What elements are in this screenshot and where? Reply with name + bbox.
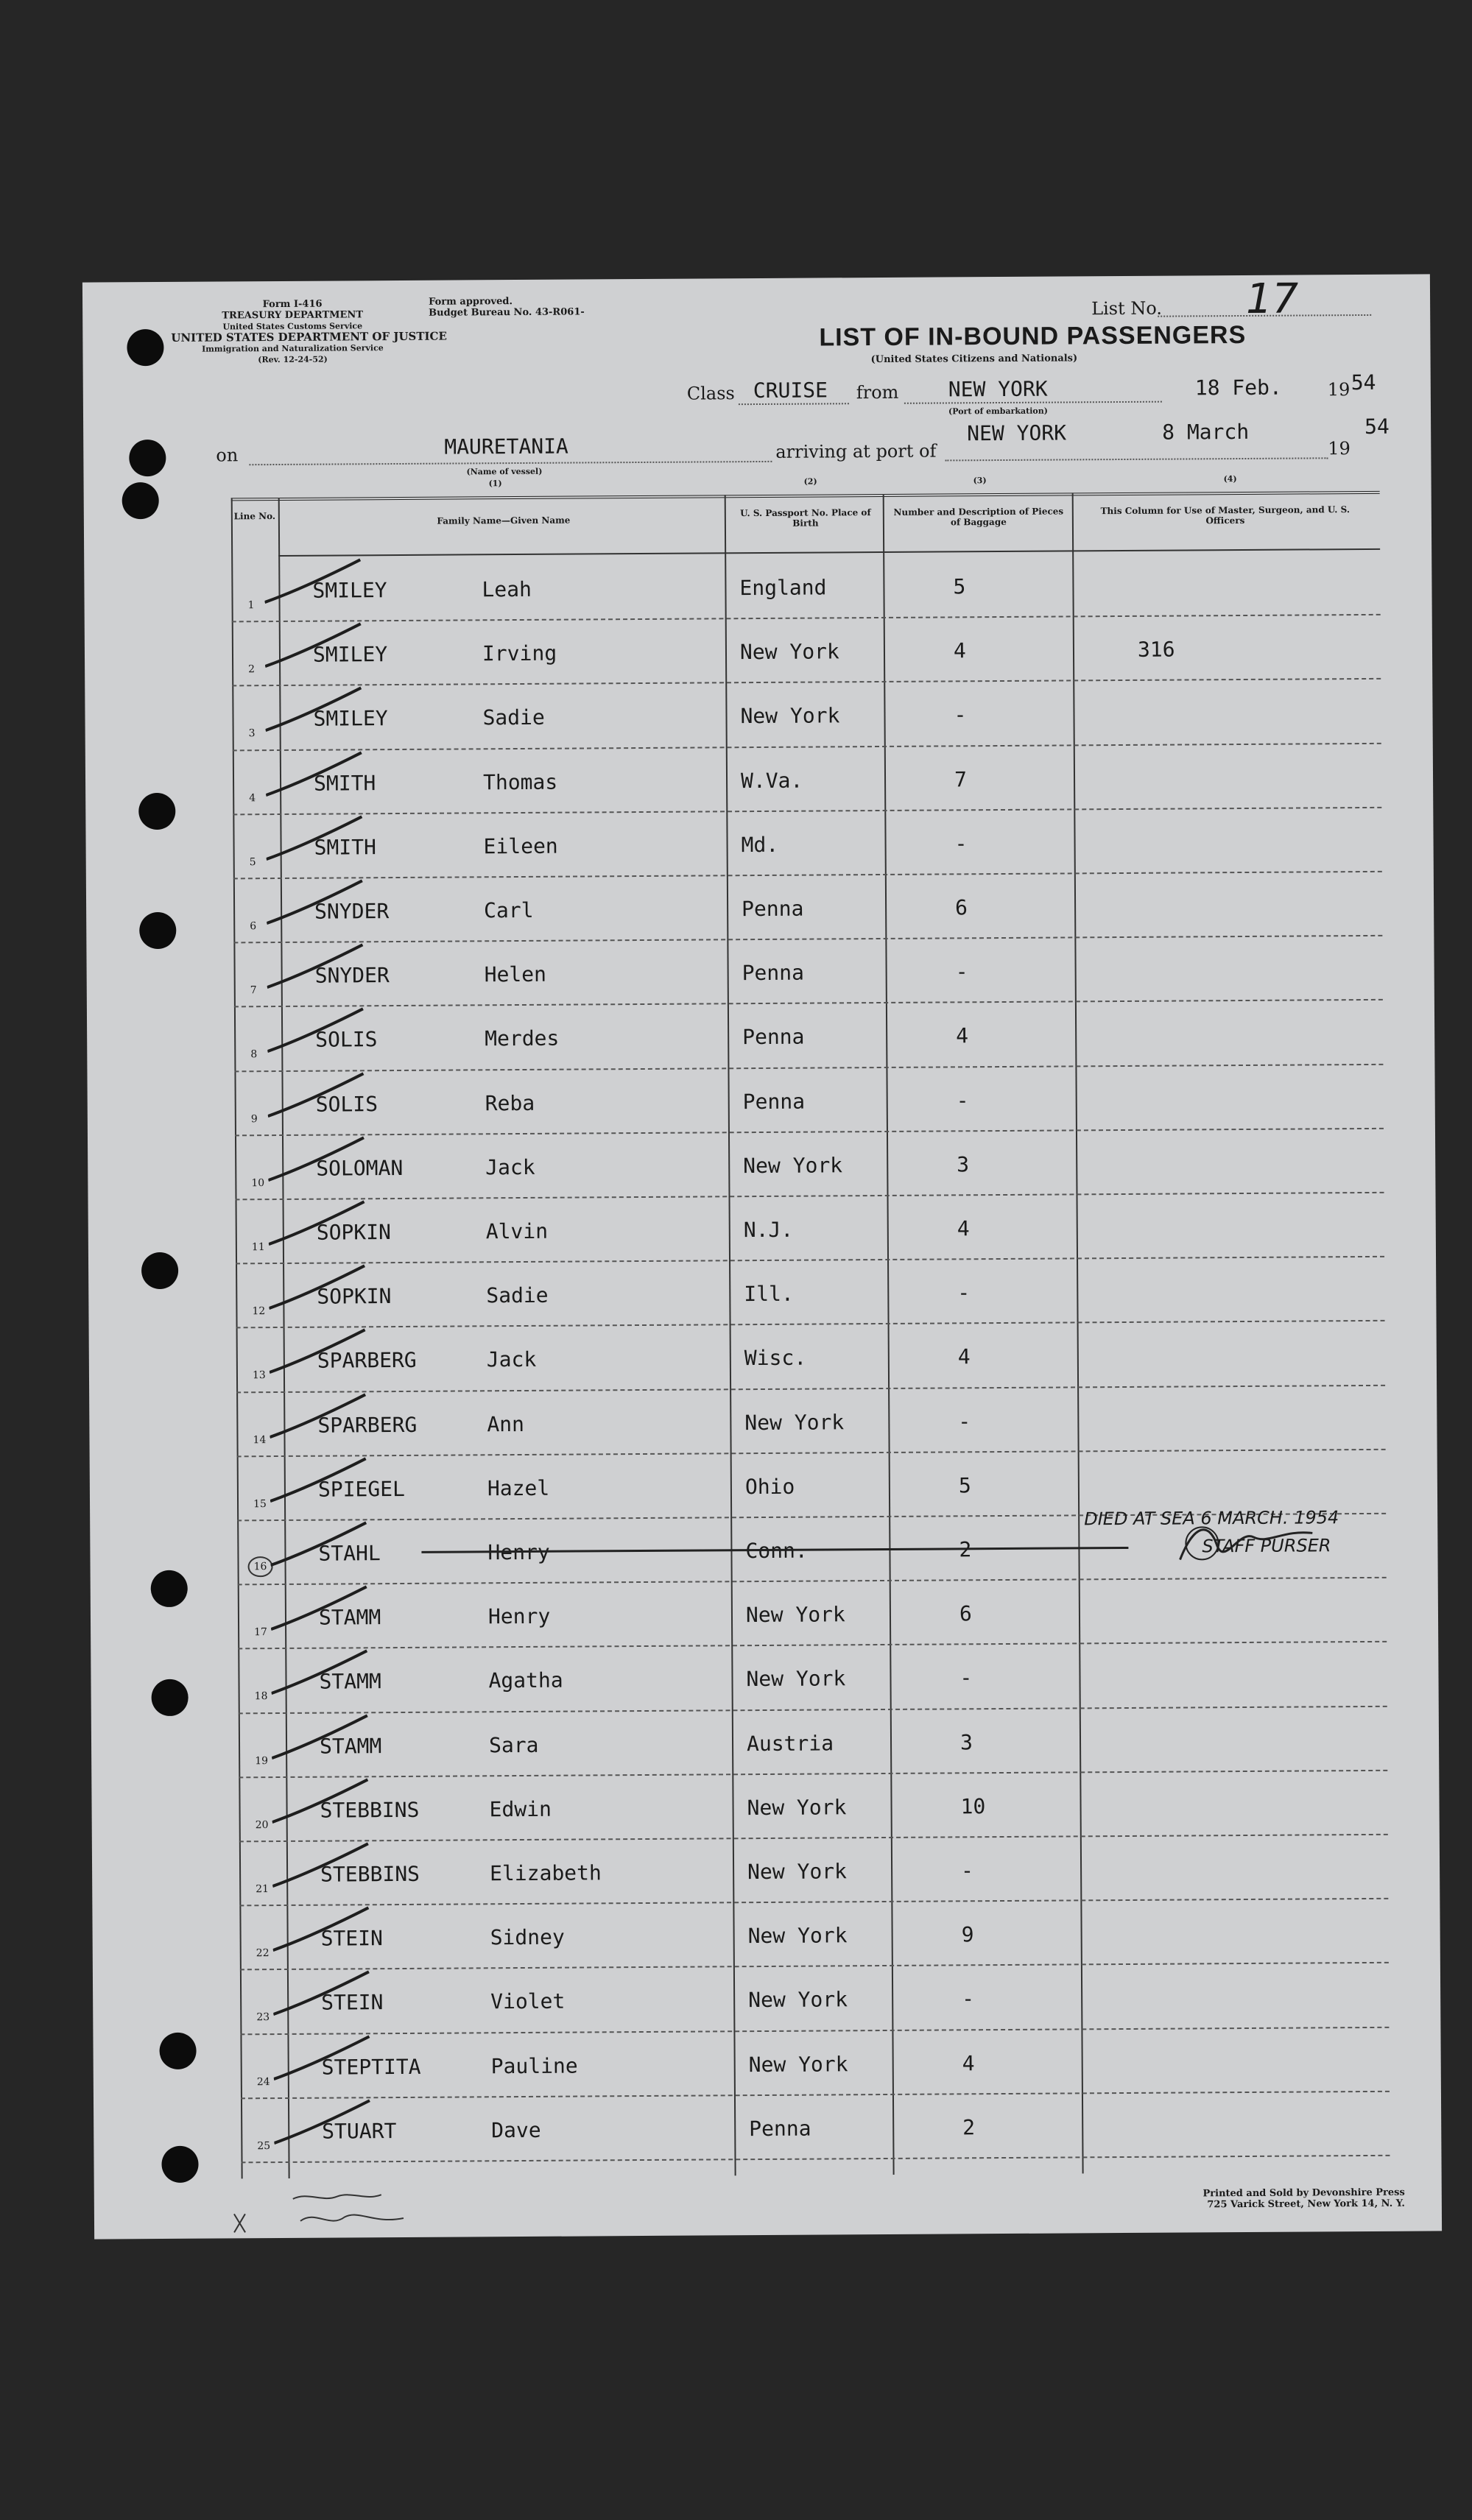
baggage-count: 9: [961, 1922, 974, 1947]
given-name: Pauline: [490, 2053, 578, 2078]
punch-hole: [141, 1252, 178, 1289]
class-label: Class: [686, 383, 735, 404]
form-title: LIST OF IN-BOUND PASSENGERS: [819, 320, 1247, 352]
form-approved: Form approved.: [429, 296, 513, 308]
table-row: [235, 1128, 1384, 1201]
given-name: Hazel: [487, 1475, 550, 1501]
line-number: 3: [248, 727, 256, 740]
given-name: Sara: [488, 1732, 539, 1757]
line-number: 1: [247, 599, 255, 612]
baggage-count: 4: [957, 1344, 971, 1369]
punch-hole: [139, 912, 176, 949]
birthplace: Ohio: [744, 1474, 795, 1499]
punch-hole: [122, 482, 159, 519]
birthplace: Austria: [746, 1731, 834, 1756]
birthplace: Penna: [742, 1025, 805, 1050]
from-line: [904, 401, 1162, 404]
table-row: [236, 1256, 1385, 1329]
family-name: SOLIS: [315, 1027, 378, 1053]
table-row: [238, 1641, 1387, 1714]
check-mark: [268, 1134, 415, 1186]
treasury-department: TREASURY DEPARTMENT: [222, 309, 364, 322]
baggage-count: -: [960, 1858, 974, 1883]
officer-note: 316: [1137, 637, 1175, 663]
family-name: STEIN: [320, 1926, 384, 1951]
table-row: [233, 742, 1382, 815]
given-name: Edwin: [489, 1796, 552, 1822]
death-annotation: DIED AT SEA 6 MARCH. 1954: [1084, 1507, 1339, 1530]
given-name: Leah: [482, 576, 532, 602]
line-number: 4: [249, 791, 256, 804]
departure-year-prefix: 19: [1327, 379, 1350, 400]
printer-name: Printed and Sold by Devonshire Press: [1202, 2187, 1405, 2200]
family-name: SNYDER: [314, 899, 390, 924]
line-number: 24: [256, 2075, 270, 2088]
family-name: SMITH: [314, 834, 376, 860]
check-mark: [270, 1455, 418, 1507]
line-number: 16: [247, 1556, 272, 1577]
punch-hole: [161, 2146, 198, 2183]
baggage-count: 3: [957, 1152, 970, 1177]
punch-hole: [151, 1570, 188, 1607]
baggage-count: 5: [958, 1473, 971, 1498]
baggage-count: 7: [954, 766, 968, 791]
approval-block: [429, 295, 585, 318]
table-row: [238, 1577, 1387, 1650]
table-top-rule: [231, 491, 1380, 501]
baggage-count: 3: [959, 1729, 973, 1754]
family-name: STAMM: [319, 1733, 382, 1759]
given-name: Jack: [485, 1154, 535, 1180]
check-mark: [273, 1968, 420, 2020]
header-name: Family Name—Given Name: [437, 515, 571, 526]
family-name: SMITH: [313, 770, 376, 796]
header-passport: U. S. Passport No. Place of Birth: [740, 507, 871, 529]
given-name: Violet: [490, 1989, 566, 2014]
check-mark: [272, 1904, 420, 1956]
table-row: [240, 2026, 1390, 2099]
birthplace: New York: [747, 1923, 848, 1949]
table-row: [234, 999, 1384, 1072]
departure-year: 54: [1350, 370, 1376, 395]
manifest-sheet: [82, 274, 1442, 2239]
on-label: on: [216, 445, 239, 466]
col-num-3: (3): [973, 476, 987, 486]
baggage-count: 4: [962, 2050, 975, 2075]
baggage-count: -: [962, 1986, 975, 2011]
check-mark: [270, 1519, 418, 1571]
family-name: SOLOMAN: [316, 1155, 404, 1181]
baggage-count: -: [956, 1087, 969, 1112]
form-subtitle: (United States Citizens and Nationals): [870, 353, 1078, 366]
punch-hole: [151, 1679, 188, 1716]
list-no-value: 17: [1245, 275, 1299, 323]
birthplace: New York: [740, 703, 840, 729]
line-number: 22: [256, 1947, 270, 1960]
table-row: [232, 678, 1381, 751]
check-mark: [269, 1262, 416, 1314]
check-mark: [272, 1840, 420, 1892]
passenger-table: [231, 491, 1390, 2178]
family-name: STAMM: [318, 1605, 381, 1630]
line-number: 15: [253, 1497, 267, 1511]
birthplace: N.J.: [743, 1217, 794, 1243]
baggage-count: 2: [959, 1537, 972, 1562]
arrival-line: [945, 457, 1328, 461]
family-name: STAMM: [319, 1669, 381, 1695]
from-label: from: [856, 381, 899, 403]
check-mark: [267, 941, 414, 993]
check-mark: [267, 877, 414, 929]
line-number: 10: [251, 1176, 265, 1190]
printer-credit: [1162, 2187, 1405, 2211]
given-name: Sidney: [490, 1924, 565, 1950]
family-name: SPIEGEL: [317, 1476, 406, 1502]
header-officers: This Column for Use of Master, Surgeon, and U. S. Officers: [1100, 504, 1350, 526]
check-mark: [266, 813, 413, 865]
baggage-count: 6: [955, 895, 968, 920]
birthplace: New York: [745, 1602, 845, 1628]
punch-hole: [127, 329, 163, 366]
check-mark: [270, 1390, 417, 1442]
baggage-count: 4: [957, 1216, 970, 1241]
given-name: Elizabeth: [490, 1860, 602, 1886]
family-name: STUART: [322, 2118, 397, 2144]
vessel-line: [249, 461, 772, 465]
given-name: Helen: [484, 961, 547, 987]
check-mark: [266, 748, 413, 800]
birthplace: England: [739, 575, 827, 601]
budget-bureau: Budget Bureau No. 43-R061-: [429, 306, 585, 319]
family-name: STEPTITA: [321, 2054, 421, 2080]
baggage-count: -: [954, 702, 967, 727]
class-line: [739, 403, 849, 405]
baggage-count: -: [958, 1408, 971, 1433]
family-name: SOPKIN: [316, 1220, 392, 1245]
given-name: Reba: [485, 1090, 535, 1115]
given-name: Dave: [491, 2117, 541, 2143]
family-name: STAHL: [318, 1541, 381, 1566]
table-row: [239, 1705, 1388, 1778]
baggage-count: -: [954, 831, 968, 856]
baggage-count: 4: [953, 638, 966, 663]
table-row: [233, 807, 1382, 880]
baggage-count: 5: [953, 574, 966, 599]
table-row: [234, 1063, 1384, 1136]
line-number: 17: [254, 1626, 267, 1639]
line-number: 18: [254, 1690, 268, 1703]
birthplace: Penna: [742, 960, 805, 986]
birthplace: Ill.: [744, 1281, 794, 1307]
table-row: [236, 1384, 1386, 1457]
baggage-count: 10: [960, 1793, 986, 1819]
table-row: [239, 1770, 1388, 1843]
baggage-count: 2: [962, 2115, 976, 2140]
family-name: SMILEY: [312, 642, 388, 667]
punch-hole: [138, 793, 175, 830]
from-value: NEW YORK: [948, 376, 1048, 402]
arrival-year-prefix: 19: [1328, 438, 1350, 459]
table-row: [232, 614, 1381, 687]
check-mark: [265, 620, 412, 672]
line-number: 13: [252, 1369, 266, 1382]
family-name: SOLIS: [315, 1091, 378, 1117]
header-baggage: Number and Description of Pieces of Baggage: [893, 506, 1064, 528]
birthplace: Conn.: [745, 1538, 808, 1564]
check-mark: [272, 1711, 419, 1763]
line-number: 25: [257, 2139, 271, 2153]
line-number: 7: [250, 984, 257, 997]
revision-date: (Rev. 12-24-52): [258, 354, 328, 365]
family-name: SNYDER: [314, 963, 390, 988]
purser-signature: [1172, 1514, 1320, 1574]
port-embarkation-note: (Port of embarkation): [948, 406, 1048, 417]
check-mark: [265, 684, 412, 736]
baggage-count: -: [955, 959, 968, 984]
birthplace: Md.: [741, 832, 779, 857]
birthplace: Wisc.: [744, 1346, 807, 1371]
birthplace: New York: [739, 639, 839, 665]
table-row: [233, 935, 1383, 1008]
given-name: Henry: [487, 1539, 550, 1565]
line-number: 11: [251, 1241, 265, 1254]
birthplace: Penna: [742, 1089, 806, 1114]
punch-hole: [129, 440, 166, 476]
line-number: 8: [250, 1048, 258, 1061]
line-number: 12: [252, 1305, 266, 1318]
col-num-4: (4): [1223, 474, 1237, 484]
family-name: STEBBINS: [320, 1797, 420, 1823]
birthplace: New York: [746, 1666, 846, 1692]
arrival-date: 8 March: [1162, 419, 1250, 445]
birthplace: New York: [744, 1409, 845, 1435]
table-row: [236, 1192, 1385, 1265]
baggage-count: -: [957, 1280, 971, 1305]
given-name: Thomas: [482, 769, 558, 794]
check-mark: [270, 1326, 417, 1378]
customs-service: United States Customs Service: [222, 321, 363, 332]
line-number: 14: [253, 1433, 267, 1446]
list-no-label: List No.: [1091, 297, 1163, 320]
birthplace: New York: [747, 1795, 847, 1820]
arrival-port: NEW YORK: [967, 420, 1067, 446]
check-mark: [272, 1776, 419, 1828]
col-num-1: (1): [488, 479, 502, 489]
check-mark: [271, 1647, 418, 1699]
purser-note: STAFF PURSER: [1202, 1535, 1331, 1557]
form-header-block: [171, 298, 447, 366]
ins-service: Immigration and Naturalization Service: [202, 343, 384, 354]
given-name: Alvin: [485, 1218, 549, 1244]
check-mark: [267, 1069, 415, 1121]
line-number: 21: [256, 1883, 270, 1896]
arrival-year: 54: [1364, 414, 1390, 439]
line-number: 5: [249, 855, 256, 869]
given-name: Jack: [486, 1347, 537, 1372]
birthplace: New York: [748, 1987, 848, 2013]
family-name: SPARBERG: [317, 1348, 417, 1374]
given-name: Ann: [487, 1411, 525, 1436]
family-name: SOPKIN: [317, 1284, 392, 1309]
check-mark: [273, 2032, 420, 2084]
baggage-count: 4: [956, 1023, 969, 1048]
departure-date: 18 Feb.: [1194, 375, 1282, 400]
line-number: 20: [255, 1818, 269, 1832]
given-name: Henry: [487, 1603, 551, 1629]
arriving-label: arriving at port of: [775, 440, 937, 462]
line-number: 6: [250, 920, 257, 933]
given-name: Merdes: [485, 1026, 560, 1051]
form-number: Form I-416: [262, 298, 323, 311]
vessel-note: (Name of vessel): [466, 466, 543, 477]
birthplace: New York: [748, 2051, 848, 2077]
check-mark: [267, 1005, 415, 1057]
given-name: Sadie: [482, 705, 545, 730]
table-row: [231, 550, 1381, 623]
line-number: 23: [256, 2011, 270, 2024]
birthplace: Penna: [742, 896, 804, 922]
family-name: SMILEY: [313, 706, 388, 732]
table-row: [241, 2091, 1390, 2164]
table-row: [240, 1962, 1390, 2035]
family-name: SPARBERG: [317, 1412, 418, 1438]
printer-address: 725 Varick Street, New York 14, N. Y.: [1207, 2198, 1405, 2211]
family-name: STEBBINS: [320, 1861, 420, 1887]
given-name: Sadie: [486, 1282, 549, 1308]
check-mark: [271, 1583, 418, 1635]
inspector-signature: [227, 2187, 418, 2240]
birthplace: New York: [743, 1153, 843, 1178]
given-name: Carl: [484, 897, 534, 923]
class-value: CRUISE: [753, 378, 828, 403]
table-row: [236, 1320, 1386, 1393]
birthplace: New York: [747, 1859, 848, 1885]
check-mark: [264, 556, 412, 608]
line-number: 2: [248, 663, 256, 676]
line-number: 9: [250, 1112, 258, 1125]
table-row: [239, 1898, 1389, 1971]
col-num-2: (2): [803, 476, 817, 487]
check-mark: [269, 1198, 416, 1250]
given-name: Eileen: [483, 833, 558, 859]
header-line-no: Line No.: [233, 511, 276, 522]
given-name: Irving: [482, 640, 557, 666]
table-row: [239, 1834, 1389, 1907]
given-name: Agatha: [488, 1668, 563, 1693]
table-row: [233, 871, 1383, 944]
check-mark: [274, 2097, 421, 2149]
justice-department: UNITED STATES DEPARTMENT OF JUSTICE: [171, 329, 447, 345]
birthplace: Penna: [749, 2116, 811, 2141]
vessel-name: MAURETANIA: [444, 434, 568, 459]
line-number: 19: [255, 1754, 269, 1767]
punch-hole: [159, 2033, 196, 2069]
baggage-count: -: [959, 1665, 973, 1690]
baggage-count: 6: [959, 1601, 972, 1626]
family-name: SMILEY: [312, 578, 387, 603]
birthplace: W.Va.: [740, 768, 803, 793]
family-name: STEIN: [321, 1990, 384, 2016]
